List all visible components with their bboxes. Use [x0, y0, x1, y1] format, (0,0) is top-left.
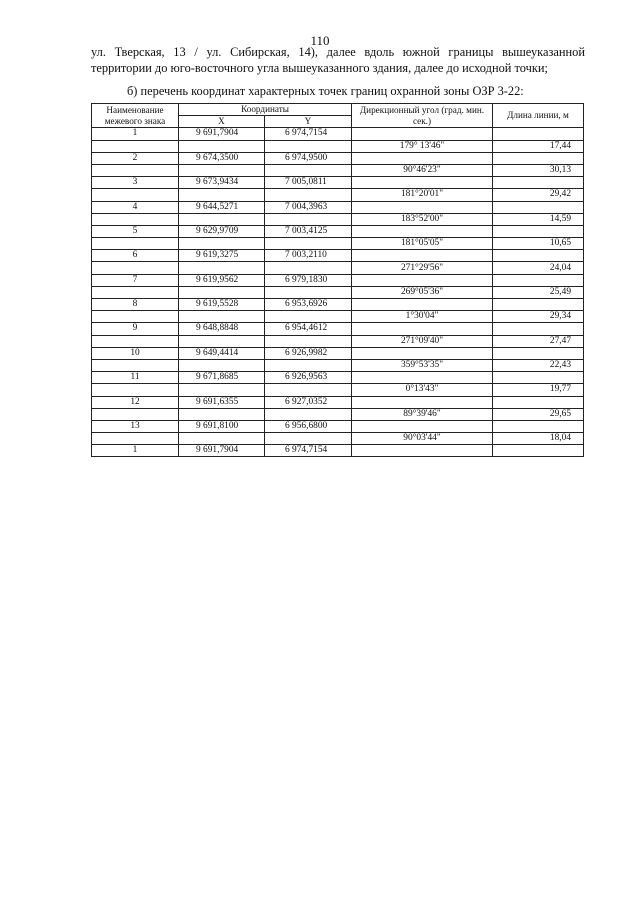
segment-length-cell: 19,77 — [493, 384, 584, 396]
empty-cell — [92, 286, 179, 298]
point-name-cell: 1 — [92, 445, 179, 457]
point-y-cell: 6 974,7154 — [265, 128, 352, 140]
segment-angle-cell: 183°52'00" — [352, 213, 493, 225]
point-row — [92, 177, 584, 189]
point-x-cell: 9 671,8685 — [179, 372, 265, 384]
segment-angle-cell: 181°20'01" — [352, 189, 493, 201]
paragraph-route-description — [91, 44, 585, 76]
empty-cell — [179, 189, 265, 201]
point-y-cell: 6 974,9500 — [265, 152, 352, 164]
segment-angle-cell: 269°05'36" — [352, 286, 493, 298]
empty-cell — [265, 359, 352, 371]
point-name-cell: 1 — [92, 128, 179, 140]
segment-angle-cell: 271°29'56" — [352, 262, 493, 274]
empty-cell — [179, 140, 265, 152]
segment-length-cell: 22,43 — [493, 359, 584, 371]
point-name-cell: 12 — [92, 396, 179, 408]
segment-length-cell: 14,59 — [493, 213, 584, 225]
empty-cell — [92, 433, 179, 445]
empty-cell — [493, 396, 584, 408]
point-x-cell: 9 619,3275 — [179, 250, 265, 262]
empty-cell — [352, 128, 493, 140]
empty-cell — [92, 335, 179, 347]
empty-cell — [92, 311, 179, 323]
segment-row — [92, 359, 584, 371]
point-x-cell: 9 674,3500 — [179, 152, 265, 164]
empty-cell — [352, 323, 493, 335]
empty-cell — [179, 238, 265, 250]
empty-cell — [493, 274, 584, 286]
empty-cell — [179, 164, 265, 176]
segment-length-cell: 24,04 — [493, 262, 584, 274]
empty-cell — [493, 372, 584, 384]
segment-row — [92, 213, 584, 225]
empty-cell — [92, 359, 179, 371]
empty-cell — [179, 408, 265, 420]
empty-cell — [493, 152, 584, 164]
point-name-cell: 7 — [92, 274, 179, 286]
segment-row — [92, 164, 584, 176]
point-y-cell: 7 004,3963 — [265, 201, 352, 213]
segment-length-cell: 29,65 — [493, 408, 584, 420]
segment-length-cell: 18,04 — [493, 433, 584, 445]
empty-cell — [179, 384, 265, 396]
point-name-cell: 4 — [92, 201, 179, 213]
paragraph-line: территории до юго-восточного угла вышеуказанного здания, далее до исходной точки; — [91, 61, 548, 75]
segment-row — [92, 189, 584, 201]
empty-cell — [92, 384, 179, 396]
table-body — [92, 128, 584, 457]
empty-cell — [179, 311, 265, 323]
point-name-cell: 11 — [92, 372, 179, 384]
point-x-cell: 9 629,9709 — [179, 225, 265, 237]
point-row — [92, 274, 584, 286]
empty-cell — [493, 445, 584, 457]
point-row — [92, 250, 584, 262]
empty-cell — [179, 359, 265, 371]
segment-row — [92, 433, 584, 445]
point-name-cell: 9 — [92, 323, 179, 335]
segment-length-cell: 10,65 — [493, 238, 584, 250]
empty-cell — [265, 189, 352, 201]
empty-cell — [352, 177, 493, 189]
point-x-cell: 9 691,7904 — [179, 128, 265, 140]
empty-cell — [352, 396, 493, 408]
point-row — [92, 372, 584, 384]
point-y-cell: 6 979,1830 — [265, 274, 352, 286]
segment-length-cell: 17,44 — [493, 140, 584, 152]
empty-cell — [265, 335, 352, 347]
segment-length-cell: 27,47 — [493, 335, 584, 347]
empty-cell — [493, 225, 584, 237]
empty-cell — [493, 347, 584, 359]
header-angle: Дирекционный угол (град. мин. сек.) — [352, 104, 493, 128]
empty-cell — [265, 262, 352, 274]
point-y-cell: 6 926,9563 — [265, 372, 352, 384]
paragraph-line: ул. Тверская, 13 / ул. Сибирская, 14), далее вдоль южной границы вышеуказанной — [91, 45, 585, 59]
segment-length-cell: 29,42 — [493, 189, 584, 201]
point-x-cell: 9 644,5271 — [179, 201, 265, 213]
segment-angle-cell: 90°46'23" — [352, 164, 493, 176]
segment-row — [92, 384, 584, 396]
header-length: Длина линии, м — [493, 104, 584, 128]
empty-cell — [265, 164, 352, 176]
empty-cell — [493, 323, 584, 335]
point-name-cell: 3 — [92, 177, 179, 189]
segment-angle-cell: 1°30'04" — [352, 311, 493, 323]
header-x: X — [179, 116, 265, 128]
empty-cell — [352, 152, 493, 164]
empty-cell — [493, 177, 584, 189]
segment-angle-cell: 181°05'05" — [352, 238, 493, 250]
point-row — [92, 323, 584, 335]
point-x-cell: 9 649,4414 — [179, 347, 265, 359]
empty-cell — [352, 201, 493, 213]
empty-cell — [265, 286, 352, 298]
empty-cell — [265, 213, 352, 225]
point-x-cell: 9 691,8100 — [179, 420, 265, 432]
empty-cell — [352, 225, 493, 237]
point-y-cell: 7 005,0811 — [265, 177, 352, 189]
empty-cell — [352, 274, 493, 286]
empty-cell — [352, 250, 493, 262]
segment-row — [92, 286, 584, 298]
segment-row — [92, 262, 584, 274]
point-y-cell: 6 926,9982 — [265, 347, 352, 359]
empty-cell — [352, 420, 493, 432]
empty-cell — [493, 299, 584, 311]
point-x-cell: 9 691,7904 — [179, 445, 265, 457]
point-x-cell: 9 648,8848 — [179, 323, 265, 335]
segment-row — [92, 140, 584, 152]
point-name-cell: 2 — [92, 152, 179, 164]
empty-cell — [265, 140, 352, 152]
point-name-cell: 5 — [92, 225, 179, 237]
point-y-cell: 6 974,7154 — [265, 445, 352, 457]
empty-cell — [352, 372, 493, 384]
empty-cell — [352, 347, 493, 359]
coordinates-table — [91, 103, 584, 457]
empty-cell — [493, 420, 584, 432]
empty-cell — [92, 213, 179, 225]
empty-cell — [265, 311, 352, 323]
point-row — [92, 347, 584, 359]
point-row — [92, 396, 584, 408]
point-row — [92, 128, 584, 140]
empty-cell — [493, 201, 584, 213]
empty-cell — [179, 433, 265, 445]
point-y-cell: 7 003,4125 — [265, 225, 352, 237]
segment-angle-cell: 179° 13'46" — [352, 140, 493, 152]
empty-cell — [92, 164, 179, 176]
point-x-cell: 9 619,9562 — [179, 274, 265, 286]
point-y-cell: 6 954,4612 — [265, 323, 352, 335]
empty-cell — [92, 262, 179, 274]
point-name-cell: 8 — [92, 299, 179, 311]
segment-row — [92, 335, 584, 347]
segment-length-cell: 29,34 — [493, 311, 584, 323]
segment-length-cell: 25,49 — [493, 286, 584, 298]
empty-cell — [265, 238, 352, 250]
empty-cell — [92, 408, 179, 420]
empty-cell — [92, 238, 179, 250]
segment-angle-cell: 359°53'35" — [352, 359, 493, 371]
point-y-cell: 6 953,6926 — [265, 299, 352, 311]
segment-angle-cell: 0°13'43" — [352, 384, 493, 396]
empty-cell — [265, 384, 352, 396]
segment-angle-cell: 89°39'46" — [352, 408, 493, 420]
page-number: 110 — [310, 33, 330, 48]
point-x-cell: 9 619,5528 — [179, 299, 265, 311]
empty-cell — [265, 433, 352, 445]
segment-angle-cell: 271°09'40" — [352, 335, 493, 347]
empty-cell — [179, 213, 265, 225]
point-x-cell: 9 691,6355 — [179, 396, 265, 408]
point-y-cell: 6 927,0352 — [265, 396, 352, 408]
point-y-cell: 7 003,2110 — [265, 250, 352, 262]
point-x-cell: 9 673,9434 — [179, 177, 265, 189]
point-name-cell: 10 — [92, 347, 179, 359]
point-name-cell: 6 — [92, 250, 179, 262]
point-row — [92, 299, 584, 311]
empty-cell — [92, 140, 179, 152]
point-y-cell: 6 956,6800 — [265, 420, 352, 432]
empty-cell — [179, 286, 265, 298]
header-name: Наименование межевого знака — [92, 104, 179, 128]
empty-cell — [92, 189, 179, 201]
point-row — [92, 445, 584, 457]
point-row — [92, 225, 584, 237]
point-row — [92, 152, 584, 164]
paragraph-list-heading: б) перечень координат характерных точек границ охранной зоны ОЗР 3-22: — [127, 84, 524, 98]
empty-cell — [493, 128, 584, 140]
point-name-cell: 13 — [92, 420, 179, 432]
segment-row — [92, 408, 584, 420]
empty-cell — [179, 262, 265, 274]
header-coordinates: Координаты — [179, 104, 352, 116]
point-row — [92, 420, 584, 432]
empty-cell — [179, 335, 265, 347]
empty-cell — [352, 299, 493, 311]
segment-row — [92, 311, 584, 323]
empty-cell — [352, 445, 493, 457]
segment-angle-cell: 90°03'44" — [352, 433, 493, 445]
empty-cell — [493, 250, 584, 262]
empty-cell — [265, 408, 352, 420]
header-y: Y — [265, 116, 352, 128]
point-row — [92, 201, 584, 213]
segment-length-cell: 30,13 — [493, 164, 584, 176]
segment-row — [92, 238, 584, 250]
